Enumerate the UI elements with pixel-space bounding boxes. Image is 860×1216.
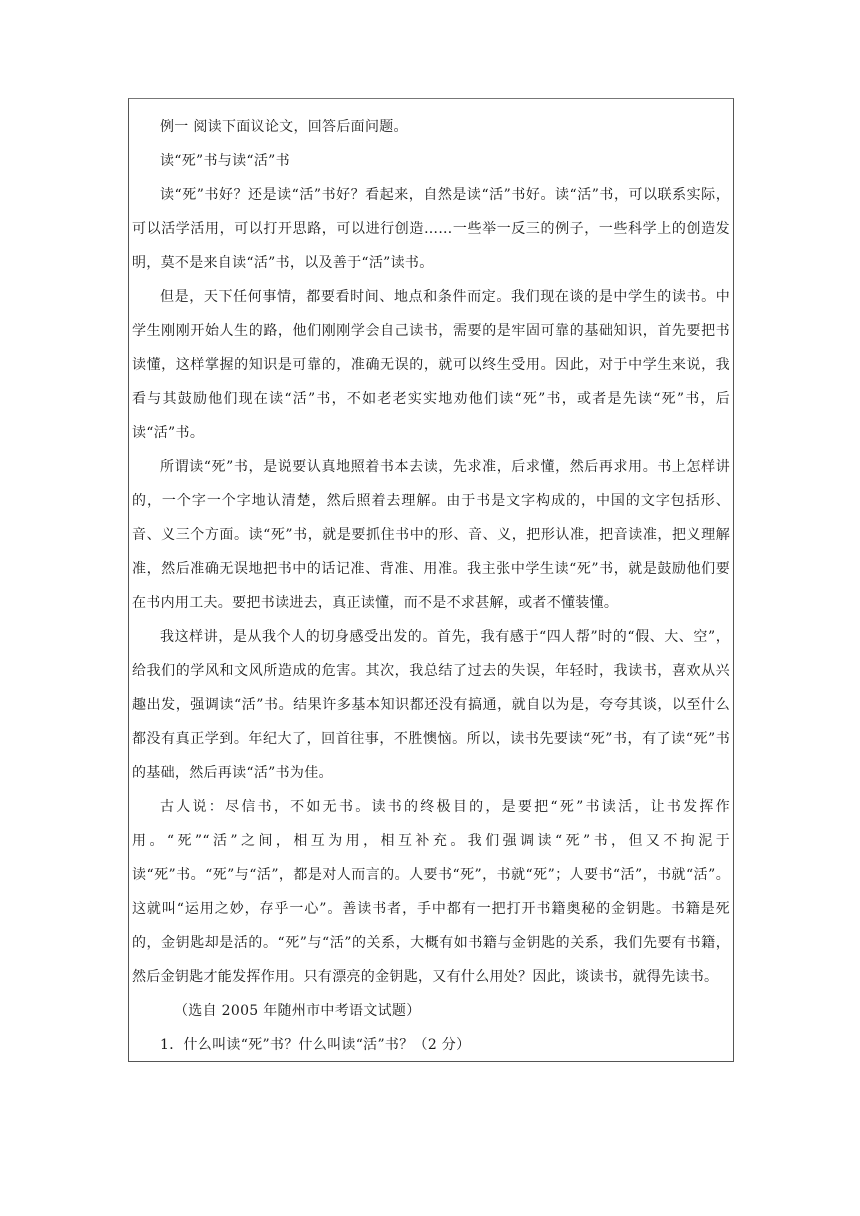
paragraph-2: 但是，天下任何事情，都要看时间、地点和条件而定。我们现在谈的是中学生的读书。中学生刚刚开始人生的路，他们刚刚学会自己读书，需要的是牢固可靠的基础知识，首先要把书读懂，这样掌握的知识是可靠的，准确无误的，就可以终生受用。因此，对于中学生来说，我看与其鼓励他们现在读“活”书，不如老老实实地劝他们读“死”书，或者是先读“死”书，后读“活”书。 <box>132 289 730 441</box>
document-content <box>132 110 730 1062</box>
paragraph-4: 我这样讲，是从我个人的切身感受出发的。首先，我有感于“四人帮”时的“假、大、空”，给我们的学风和文风所造成的危害。其次，我总结了过去的失误，年轻时，我读书，喜欢从兴趣出发，强调读“活”书。结果许多基本知识都还没有搞通，就自以为是，夸夸其谈，以至什么都没有真正学到。年纪大了，回首往事，不胜懊恼。所以，读书先要读“死”书，有了读“死”书的基础，然后再读“活”书为佳。 <box>132 629 730 781</box>
question-1: 1．什么叫读“死”书？什么叫读“活”书？（2 分） <box>160 1037 471 1053</box>
article-title: 读“死”书与读“活”书 <box>160 153 290 169</box>
paragraph-1: 读“死”书好？还是读“活”书好？看起来，自然是读“活”书好。读“活”书，可以联系实际，可以活学活用，可以打开思路，可以进行创造……一些举一反三的例子，一些科学上的创造发明，莫不是来自读“活”书，以及善于“活”读书。 <box>132 187 730 271</box>
paragraph-5: 古人说：尽信书，不如无书。读书的终极目的，是要把“死”书读活，让书发挥作用。“死”“活”之间，相互为用，相互补充。我们强调读“死”书，但又不拘泥于读“死”书。“死”与“活”，都是对人而言的。人要书“死”，书就“死”；人要书“活”，书就“活”。这就叫“运用之妙，存乎一心”。善读书者，手中都有一把打开书籍奥秘的金钥匙。书籍是死的，金钥匙却是活的。“死”与“活”的关系，大概有如书籍与金钥匙的关系，我们先要有书籍，然后金钥匙才能发挥作用。只有漂亮的金钥匙，又有什么用处？因此，谈读书，就得先读书。 <box>132 799 730 985</box>
paragraph-3: 所谓读“死”书，是说要认真地照着书本去读，先求准，后求懂，然后再求用。书上怎样讲的，一个字一个字地认清楚，然后照着去理解。由于书是文字构成的，中国的文字包括形、音、义三个方面。读“死”书，就是要抓住书中的形、音、义，把形认准，把音读准，把义理解准，然后准确无误地把书中的话记准、背准、用准。我主张中学生读“死”书，就是鼓励他们要在书内用工夫。要把书读进去，真正读懂，而不是不求甚解，或者不懂装懂。 <box>132 459 730 611</box>
source-note: （选自 2005 年随州市中考语文试题） <box>174 1003 421 1019</box>
example-heading: 例一 阅读下面议论文，回答后面问题。 <box>160 119 408 135</box>
